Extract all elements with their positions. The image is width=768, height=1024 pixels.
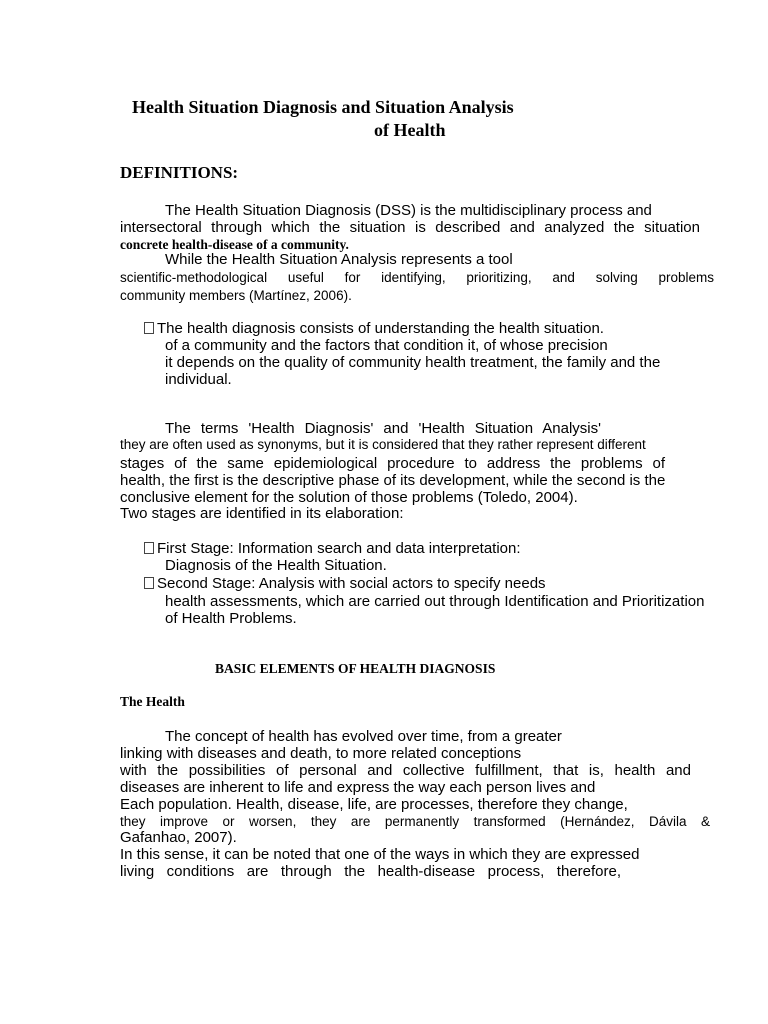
title-line-2: of Health: [374, 120, 446, 140]
stage-continuation: of Health Problems.: [165, 610, 297, 627]
bullet-box-icon: [144, 322, 154, 334]
bullet-continuation: of a community and the factors that condition it, of whose precision: [165, 337, 608, 354]
bullet-item: [144, 320, 604, 337]
bullet-continuation: it depends on the quality of community health treatment, the family and the: [165, 354, 661, 371]
terms-line: health, the first is the descriptive phase of its development, while the second is the: [120, 472, 666, 489]
terms-line: stages of the same epidemiological procedure to address the problems of: [120, 455, 665, 472]
health-line: Gafanhao, 2007).: [120, 829, 237, 846]
stage-continuation: Diagnosis of the Health Situation.: [165, 557, 387, 574]
stage-item: [144, 575, 546, 592]
health-line: they improve or worsen, they are permanently transformed (Hernández, Dávila &: [120, 814, 710, 829]
health-line: In this sense, it can be noted that one of the ways in which they are expressed: [120, 846, 640, 863]
health-line: Each population. Health, disease, life, are processes, therefore they change,: [120, 796, 628, 813]
health-line: linking with diseases and death, to more related conceptions: [120, 745, 522, 762]
definitions-line: community members (Martínez, 2006).: [120, 288, 352, 303]
terms-line: Two stages are identified in its elaboration:: [120, 505, 404, 522]
definitions-line: intersectoral through which the situation is described and analyzed the situation: [120, 219, 700, 236]
health-subheading: The Health: [120, 694, 185, 709]
bullet-text: The health diagnosis consists of understanding the health situation.: [157, 320, 604, 337]
bullet-box-icon: [144, 577, 154, 589]
health-line: diseases are inherent to life and express the way each person lives and: [120, 779, 596, 796]
stage-text: Second Stage: Analysis with social actors to specify needs: [157, 575, 546, 592]
stage-continuation: health assessments, which are carried out through Identification and Prioritization: [165, 593, 705, 610]
stage-item: [144, 540, 521, 557]
terms-line: conclusive element for the solution of those problems (Toledo, 2004).: [120, 489, 578, 506]
bullet-continuation: individual.: [165, 371, 232, 388]
definitions-line: scientific-methodological useful for identifying, prioritizing, and solving problems: [120, 270, 714, 285]
definitions-line: The Health Situation Diagnosis (DSS) is the multidisciplinary process and: [165, 202, 652, 219]
definitions-heading: DEFINITIONS:: [120, 163, 239, 182]
bullet-box-icon: [144, 542, 154, 554]
title-line-1: Health Situation Diagnosis and Situation Analysis: [132, 97, 514, 117]
health-line: living conditions are through the health-disease process, therefore,: [120, 863, 621, 880]
terms-line: The terms 'Health Diagnosis' and 'Health Situation Analysis': [165, 420, 601, 437]
definitions-line: While the Health Situation Analysis represents a tool: [165, 251, 513, 268]
stage-text: First Stage: Information search and data interpretation:: [157, 540, 521, 557]
health-line: The concept of health has evolved over time, from a greater: [165, 728, 562, 745]
definitions-line: concrete health-disease of a community.: [120, 237, 349, 252]
terms-line: they are often used as synonyms, but it is considered that they rather represent different: [120, 437, 646, 452]
health-line: with the possibilities of personal and collective fulfillment, that is, health and: [120, 762, 691, 779]
basic-elements-heading: BASIC ELEMENTS OF HEALTH DIAGNOSIS: [215, 661, 496, 676]
